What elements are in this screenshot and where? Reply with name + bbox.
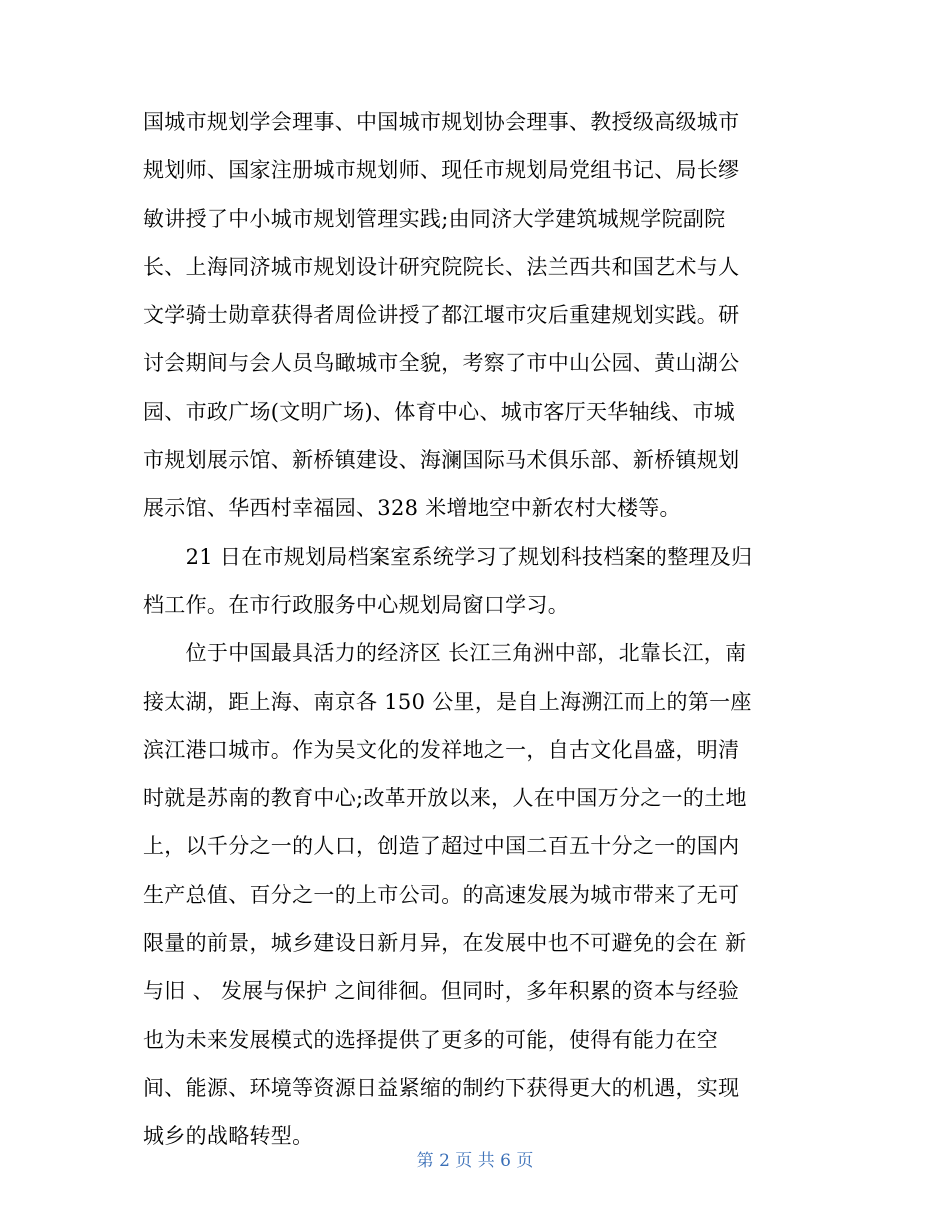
text-line: 城乡的战略转型。	[143, 1124, 314, 1149]
text-line: 国城市规划学会理事、中国城市规划协会理事、教授级高级城市	[143, 110, 740, 134]
text-line: 滨江港口城市。作为吴文化的发祥地之一，自古文化昌盛，明清	[143, 737, 740, 762]
text-line: 21 日在市规划局档案室系统学习了规划科技档案的整理及归	[143, 544, 753, 569]
text-line: 讨会期间与会人员鸟瞰城市全貌，考察了市中山公园、黄山湖公	[143, 351, 740, 376]
text-line: 敏讲授了中小城市规划管理实践;由同济大学建筑城规学院副院	[143, 206, 726, 231]
text-line: 市规划展示馆、新桥镇建设、海澜国际马术俱乐部、新桥镇规划	[143, 448, 740, 473]
text-line: 生产总值、百分之一的上市公司。的高速发展为城市带来了无可	[143, 882, 740, 907]
text-line: 规划师、国家注册城市规划师、现任市规划局党组书记、局长缪	[143, 158, 740, 183]
text-line: 长、上海同济城市规划设计研究院院长、法兰西共和国艺术与人	[143, 254, 740, 279]
text-line: 文学骑士勋章获得者周俭讲授了都江堰市灾后重建规划实践。研	[143, 303, 740, 328]
text-line: 与旧 、 发展与保护 之间徘徊。但同时，多年积累的资本与经验	[143, 979, 740, 1004]
document-body	[143, 98, 809, 1161]
text-line: 位于中国最具活力的经济区 长江三角洲中部，北靠长江，南	[143, 641, 747, 666]
text-line: 时就是苏南的教育中心;改革开放以来，人在中国万分之一的土地	[143, 786, 747, 811]
page-number-footer: 第 2 页 共 6 页	[416, 1151, 534, 1171]
text-line: 间、能源、环境等资源日益紧缩的制约下获得更大的机遇，实现	[143, 1075, 740, 1100]
text-line: 限量的前景，城乡建设日新月异，在发展中也不可避免的会在 新	[143, 931, 747, 956]
text-line: 接太湖，距上海、南京各 150 公里，是自上海溯江而上的第一座	[143, 689, 752, 714]
text-line: 展示馆、华西村幸福园、328 米增地空中新农村大楼等。	[143, 496, 681, 521]
text-line: 上，以千分之一的人口，创造了超过中国二百五十分之一的国内	[143, 834, 740, 859]
text-line: 园、市政广场(文明广场)、体育中心、城市客厅天华轴线、市城	[143, 399, 736, 424]
text-line: 档工作。在市行政服务中心规划局窗口学习。	[143, 592, 569, 617]
text-line: 也为未来发展模式的选择提供了更多的可能，使得有能力在空	[143, 1027, 719, 1052]
